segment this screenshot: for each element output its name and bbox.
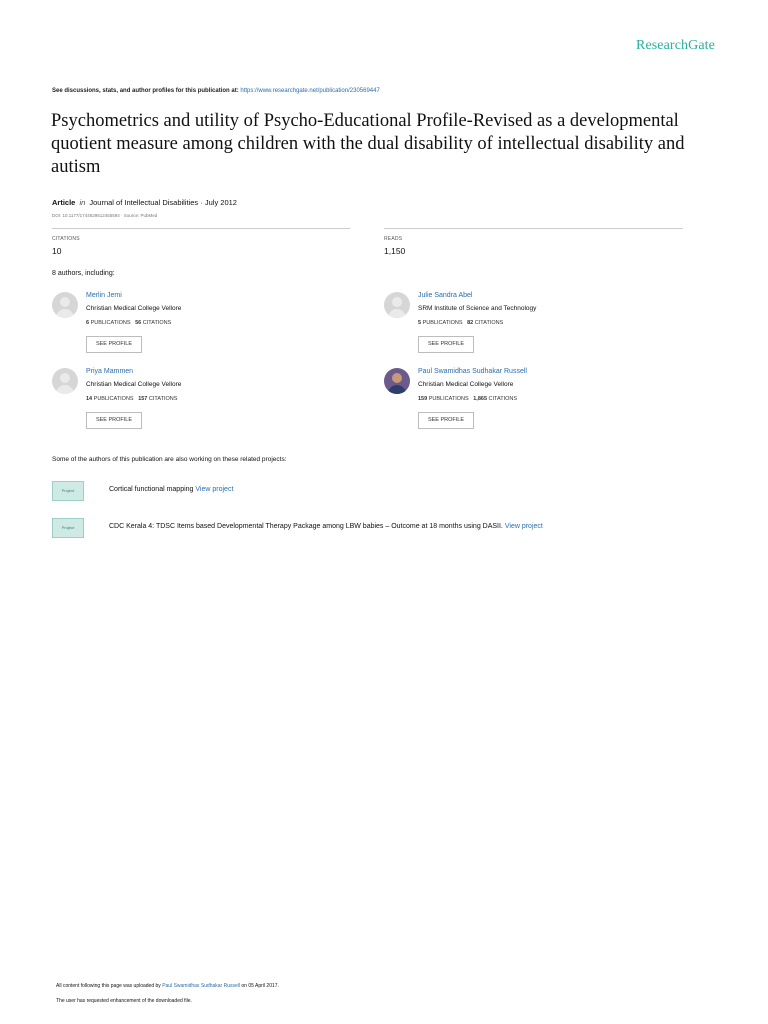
project-item [109,486,233,493]
see-profile-button[interactable]: SEE PROFILE [418,336,474,353]
author-stats: 14 PUBLICATIONS 157 CITATIONS [86,396,178,402]
author-institution: Christian Medical College Vellore [86,305,182,312]
see-profile-button[interactable]: SEE PROFILE [86,412,142,429]
uploader-link[interactable]: Paul Swamidhas Sudhakar Russell [162,983,241,989]
meta-in: in [79,198,86,207]
view-project-link[interactable]: View project [504,523,543,530]
publication-link-line [52,88,380,94]
enhancement-note: The user has requested enhancement of the downloaded file. [56,998,192,1004]
author-stats: 159 PUBLICATIONS 1,865 CITATIONS [418,396,518,402]
project-item [109,523,543,530]
reads-value: 1,150 [384,246,406,256]
project-title: Cortical functional mapping [109,486,194,493]
avatar[interactable] [384,292,410,318]
divider [52,228,350,229]
article-type: Article [52,198,76,207]
author-institution: Christian Medical College Vellore [418,381,514,388]
author-name-merlin-jemi[interactable]: Merlin Jemi [86,292,122,299]
project-icon: Project [52,518,84,538]
view-project-link[interactable]: View project [195,486,234,493]
author-name-paul-russell[interactable]: Paul Swamidhas Sudhakar Russell [418,368,527,375]
doi-line: DOI: 10.1177/1744629512455594 · Source: PubMed [52,213,158,218]
author-stats: 6 PUBLICATIONS 56 CITATIONS [86,320,172,326]
citations-label: CITATIONS [52,236,80,242]
upload-note: All content following this page was uploaded by Paul Swamidhas Sudhakar Russell on 05 April 2017. [56,983,279,989]
authors-heading: 8 authors, including: [52,270,115,277]
page-title: Psychometrics and utility of Psycho-Educational Profile-Revised as a developmental quotient measure among children with the dual disability of intellectual disability and autism [51,111,685,177]
author-name-julie-sandra-abel[interactable]: Julie Sandra Abel [418,292,473,299]
publication-url-link[interactable]: https://www.researchgate.net/publication/230569447 [240,88,380,94]
avatar[interactable] [384,368,410,394]
citations-value: 10 [52,246,62,256]
project-icon: Project [52,481,84,501]
author-institution: SRM Institute of Science and Technology [418,305,537,312]
author-stats: 5 PUBLICATIONS 82 CITATIONS [418,320,504,326]
journal-name[interactable]: Journal of Intellectual Disabilities [89,198,199,207]
see-profile-button[interactable]: SEE PROFILE [418,412,474,429]
avatar[interactable] [52,292,78,318]
projects-heading: Some of the authors of this publication are also working on these related projects: [52,456,287,463]
publication-link-prefix: See discussions, stats, and author profiles for this publication at: [52,88,239,94]
author-name-priya-mammen[interactable]: Priya Mammen [86,368,134,375]
avatar[interactable] [52,368,78,394]
researchgate-logo[interactable]: ResearchGate [636,38,715,53]
see-profile-button[interactable]: SEE PROFILE [86,336,142,353]
article-meta [52,198,237,207]
reads-label: READS [384,236,403,242]
publication-date: · July 2012 [200,198,237,207]
project-title: CDC Kerala 4: TDSC Items based Developmental Therapy Package among LBW babies – Outcome at 18 months using DASII. [109,523,503,530]
divider [384,228,683,229]
author-institution: Christian Medical College Vellore [86,381,182,388]
